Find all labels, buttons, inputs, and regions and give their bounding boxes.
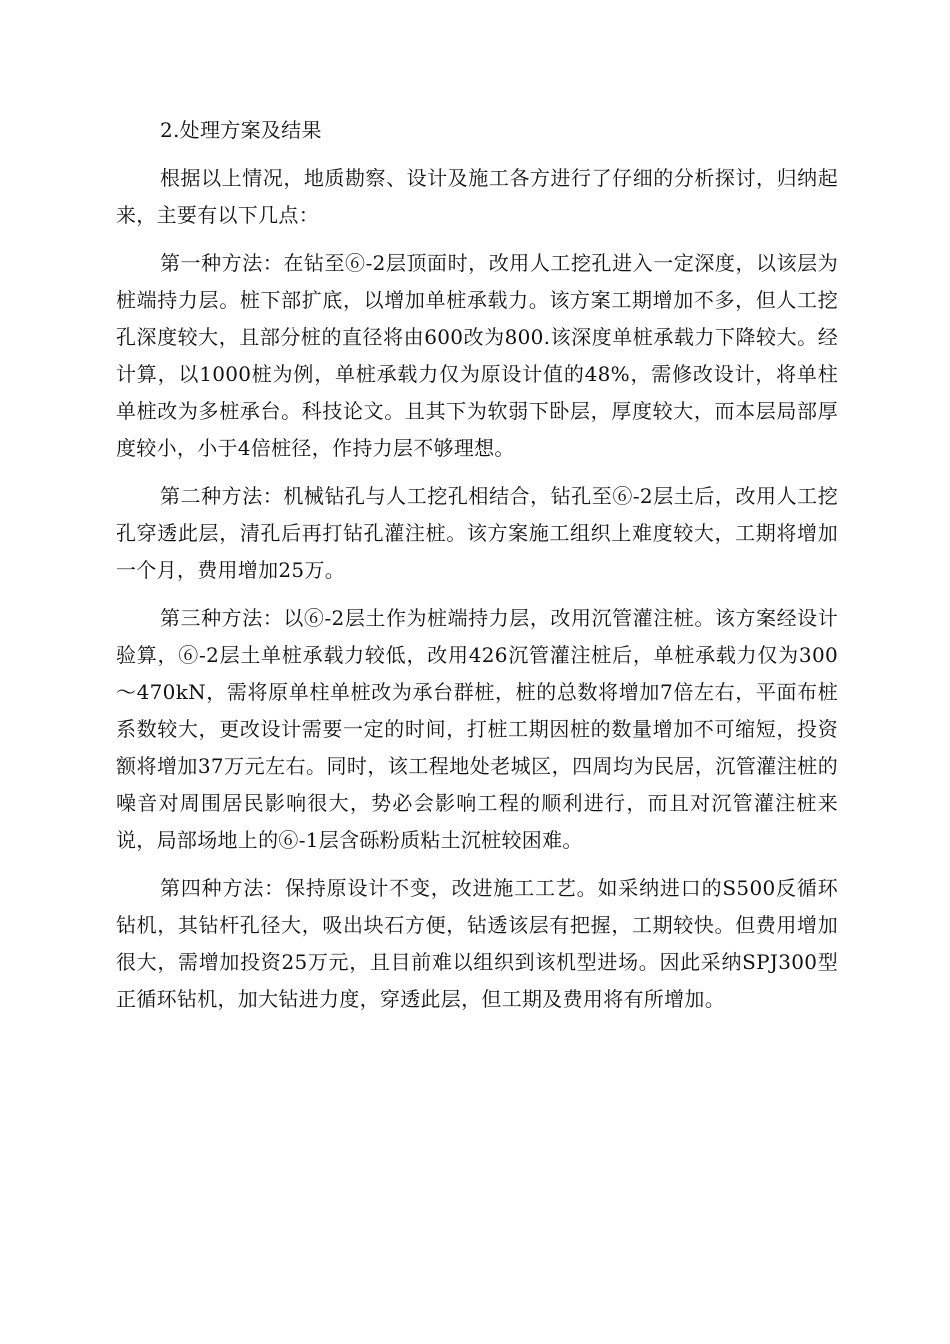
paragraph-method-1: 第一种方法：在钻至⑥-2层顶面时，改用人工挖孔进入一定深度，以该层为桩端持力层。桩下部扩底，以增加单桩承载力。该方案工期增加不多，但人工挖孔深度较大，且部分桩的直径将由600改为800.该深度单桩承载力下降较大。经计算，以1000桩为例，单桩承载力仅为原设计值的48%，需修改设计，将单柱单桩改为多桩承台。科技论文。且其下为软弱下卧层，厚度较大，而本层局部厚度较小，小于4倍桩径，作持力层不够理想。 xyxy=(116,251,838,460)
paragraph-intro: 根据以上情况，地质勘察、设计及施工各方进行了仔细的分析探讨，归纳起来，主要有以下几点： xyxy=(116,166,838,227)
paragraph-method-3: 第三种方法：以⑥-2层土作为桩端持力层，改用沉管灌注桩。该方案经设计验算，⑥-2层土单桩承载力较低，改用426沉管灌注桩后，单桩承载力仅为300～470kN，需将原单柱单桩改为承台群桩，桩的总数将增加7倍左右，平面布桩系数较大，更改设计需要一定的时间，打桩工期因桩的数量增加不可缩短，投资额将增加37万元左右。同时，该工程地处老城区，四周均为民居，沉管灌注桩的噪音对周围居民影响很大，势必会影响工程的顺利进行，而且对沉管灌注桩来说，局部场地上的⑥-1层含砾粉质粘土沉桩较困难。 xyxy=(116,606,838,852)
paragraph-method-2: 第二种方法：机械钻孔与人工挖孔相结合，钻孔至⑥-2层土后，改用人工挖孔穿透此层，清孔后再打钻孔灌注桩。该方案施工组织上难度较大，工期将增加一个月，费用增加25万。 xyxy=(116,484,838,582)
document-page xyxy=(116,112,838,1029)
section-title: 2.处理方案及结果 xyxy=(160,118,322,142)
paragraph-method-4: 第四种方法：保持原设计不变，改进施工工艺。如采纳进口的S500反循环钻机，其钻杆孔径大，吸出块石方便，钻透该层有把握，工期较快。但费用增加很大，需增加投资25万元，且目前难以组织到该机型进场。因此采纳SPJ300型正循环钻机，加大钻进力度，穿透此层，但工期及费用将有所增加。 xyxy=(116,876,838,1011)
